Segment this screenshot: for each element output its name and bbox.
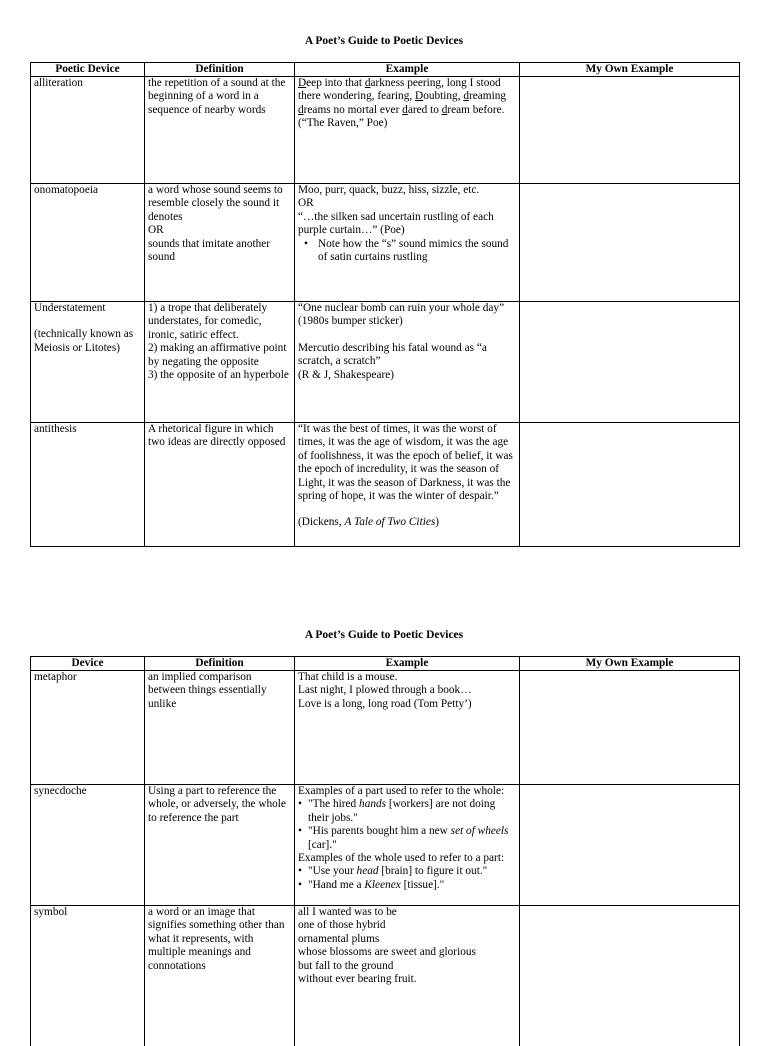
device-name: Understatement bbox=[34, 302, 106, 314]
header-definition: Definition bbox=[145, 657, 295, 671]
example-fragment: there wondering, fearing, bbox=[298, 90, 416, 103]
citation-fragment: ) bbox=[435, 516, 440, 529]
example-fragment: ream before. bbox=[447, 103, 505, 116]
own-example-cell[interactable] bbox=[520, 785, 740, 906]
device-cell bbox=[31, 184, 145, 302]
bullet-fragment: "His parents bought him a new bbox=[308, 825, 451, 838]
poem-line: ornamental plums bbox=[298, 932, 380, 945]
bullet-item bbox=[298, 879, 516, 892]
definition-text: a word whose sound seems to resemble closely the sound it denotes bbox=[148, 184, 283, 223]
book-title: A Tale of Two Cities bbox=[344, 516, 436, 529]
citation-fragment: (Dickens, bbox=[298, 516, 345, 529]
header-own-example: My Own Example bbox=[520, 63, 740, 77]
definition-cell bbox=[145, 184, 295, 302]
example-fragment: reaming bbox=[469, 90, 507, 103]
definition-text: Using a part to reference the whole, or adversely, the whole to reference the part bbox=[148, 785, 286, 824]
example-line bbox=[298, 104, 516, 117]
bullet-emphasis: hands bbox=[359, 798, 387, 811]
table-header-row bbox=[31, 657, 740, 671]
example-intro: Examples of the whole used to refer to a part: bbox=[298, 852, 505, 865]
bullet-item bbox=[298, 865, 516, 878]
alliterative-letter: D bbox=[415, 90, 424, 103]
definition-text: a word or an image that signifies something other than what it represents, with multiple meanings and connotations bbox=[148, 906, 285, 972]
table-row bbox=[31, 671, 740, 785]
definition-cell bbox=[145, 77, 295, 184]
bullet-fragment: "Hand me a bbox=[308, 878, 365, 891]
device-name: metaphor bbox=[34, 671, 77, 683]
device-name: symbol bbox=[34, 906, 68, 918]
definition-text: the repetition of a sound at the beginning of a word in a sequence of nearby words bbox=[148, 77, 286, 116]
bullet-fragment: [tissue]." bbox=[400, 878, 445, 891]
bullet-item bbox=[298, 825, 516, 852]
device-note: (technically known as Meiosis or Litotes) bbox=[34, 328, 134, 354]
table-header-row bbox=[31, 63, 740, 77]
example-text: Love is a long, long road (Tom Petty’) bbox=[298, 697, 472, 710]
example-cell bbox=[295, 302, 520, 423]
alliterative-letter: d bbox=[463, 90, 470, 103]
example-citation bbox=[298, 516, 516, 529]
header-device: Poetic Device bbox=[31, 63, 145, 77]
bullet-item: • Note how the “s” sound mimics the sound of satin curtains rustling bbox=[298, 238, 516, 265]
table-row bbox=[31, 785, 740, 906]
header-device: Device bbox=[31, 657, 145, 671]
example-text: “It was the best of times, it was the worst of times, it was the age of wisdom, it was the age of foolishness, it was the epoch of belief, it was the epoch of incredulity, it was the season of Light, it was the season of Darkness, it was the spring of hope, it was the winter of despair.” bbox=[298, 423, 513, 503]
device-name: synecdoche bbox=[34, 785, 87, 797]
device-cell bbox=[31, 302, 145, 423]
bullet-item bbox=[298, 798, 516, 825]
poetic-devices-table-2 bbox=[30, 656, 740, 1046]
own-example-cell[interactable] bbox=[520, 906, 740, 1046]
example-text: “…the silken sad uncertain rustling of each purple curtain…” (Poe) bbox=[298, 210, 494, 237]
header-example: Example bbox=[295, 657, 520, 671]
definition-cell bbox=[145, 302, 295, 423]
table-row bbox=[31, 423, 740, 547]
alliterative-letter: d bbox=[402, 103, 408, 116]
definition-text: 1) a trope that deliberately understates, for comedic, ironic, satiric effect. bbox=[148, 302, 268, 341]
poem-line: all I wanted was to be bbox=[298, 906, 397, 918]
definition-cell bbox=[145, 906, 295, 1046]
header-example: Example bbox=[295, 63, 520, 77]
own-example-cell[interactable] bbox=[520, 184, 740, 302]
device-name: onomatopoeia bbox=[34, 184, 98, 196]
table-row bbox=[31, 77, 740, 184]
example-cell bbox=[295, 77, 520, 184]
table-row bbox=[31, 184, 740, 302]
example-bullets bbox=[298, 865, 516, 892]
device-name: alliteration bbox=[34, 77, 83, 89]
example-cell bbox=[295, 671, 520, 785]
example-fragment: arkness peering, long I stood bbox=[370, 77, 501, 89]
example-text: Last night, I plowed through a book… bbox=[298, 684, 472, 697]
example-line bbox=[298, 90, 516, 103]
alliterative-letter: D bbox=[298, 77, 307, 89]
bullet-fragment: [workers] are not doing their jobs." bbox=[308, 798, 496, 824]
poetic-devices-table-1 bbox=[30, 62, 740, 547]
example-text: Mercutio describing his fatal wound as “a scratch, a scratch” bbox=[298, 341, 487, 368]
page-title: A Poet’s Guide to Poetic Devices bbox=[304, 629, 464, 641]
device-cell bbox=[31, 77, 145, 184]
definition-text: 2) making an affirmative point by negating the opposite bbox=[148, 342, 287, 368]
bullet-fragment: [car]." bbox=[308, 838, 337, 851]
table-row bbox=[31, 906, 740, 1046]
header-definition: Definition bbox=[145, 63, 295, 77]
example-fragment: ared to bbox=[407, 103, 442, 116]
definition-cell bbox=[145, 423, 295, 547]
poem-line: but fall to the ground bbox=[298, 959, 394, 972]
table-row bbox=[31, 302, 740, 423]
own-example-cell[interactable] bbox=[520, 77, 740, 184]
example-fragment: reams no mortal ever bbox=[303, 103, 403, 116]
example-line bbox=[298, 77, 516, 90]
own-example-cell[interactable] bbox=[520, 302, 740, 423]
example-cell bbox=[295, 423, 520, 547]
example-fragment: eep into that bbox=[306, 77, 365, 89]
example-cell bbox=[295, 184, 520, 302]
device-cell bbox=[31, 785, 145, 906]
alliterative-letter: d bbox=[364, 77, 371, 89]
example-citation: (R & J, Shakespeare) bbox=[298, 368, 394, 381]
example-bullets bbox=[298, 798, 516, 852]
definition-text: OR bbox=[148, 224, 164, 237]
definition-text: A rhetorical figure in which two ideas are directly opposed bbox=[148, 423, 286, 449]
example-cell bbox=[295, 785, 520, 906]
alliterative-letter: d bbox=[298, 103, 304, 116]
page-title: A Poet’s Guide to Poetic Devices bbox=[304, 35, 464, 47]
definition-cell bbox=[145, 785, 295, 906]
bullet-fragment: "The hired bbox=[308, 798, 360, 811]
example-text: Moo, purr, quack, buzz, hiss, sizzle, etc. bbox=[298, 184, 480, 196]
device-cell bbox=[31, 671, 145, 785]
example-fragment: oubting, bbox=[423, 90, 464, 103]
own-example-cell[interactable] bbox=[520, 423, 740, 547]
bullet-fragment: "Use your bbox=[308, 865, 357, 878]
poem-line: whose blossoms are sweet and glorious bbox=[298, 946, 476, 959]
header-own-example: My Own Example bbox=[520, 657, 740, 671]
poem-line: without ever bearing fruit. bbox=[298, 973, 417, 986]
definition-cell bbox=[145, 671, 295, 785]
definition-text: sounds that imitate another sound bbox=[148, 237, 271, 264]
alliterative-letter: d bbox=[441, 103, 448, 116]
example-text: That child is a mouse. bbox=[298, 671, 398, 683]
bullet-fragment: [brain] to figure it out." bbox=[378, 865, 488, 878]
device-cell bbox=[31, 423, 145, 547]
example-intro: Examples of a part used to refer to the whole: bbox=[298, 785, 505, 797]
example-bullets bbox=[298, 238, 516, 265]
bullet-emphasis: head bbox=[356, 865, 379, 878]
example-cell bbox=[295, 906, 520, 1046]
definition-text: 3) the opposite of an hyperbole bbox=[148, 369, 289, 382]
own-example-cell[interactable] bbox=[520, 671, 740, 785]
poem-line: one of those hybrid bbox=[298, 919, 386, 932]
bullet-emphasis: set of wheels bbox=[450, 825, 509, 838]
definition-text: an implied comparison between things essentially unlike bbox=[148, 671, 267, 710]
example-citation: (“The Raven,” Poe) bbox=[298, 117, 388, 130]
device-name: antithesis bbox=[34, 423, 77, 435]
example-text: “One nuclear bomb can ruin your whole day” (1980s bumper sticker) bbox=[298, 302, 505, 328]
example-text: OR bbox=[298, 197, 314, 210]
bullet-emphasis: Kleenex bbox=[364, 878, 401, 891]
device-cell bbox=[31, 906, 145, 1046]
